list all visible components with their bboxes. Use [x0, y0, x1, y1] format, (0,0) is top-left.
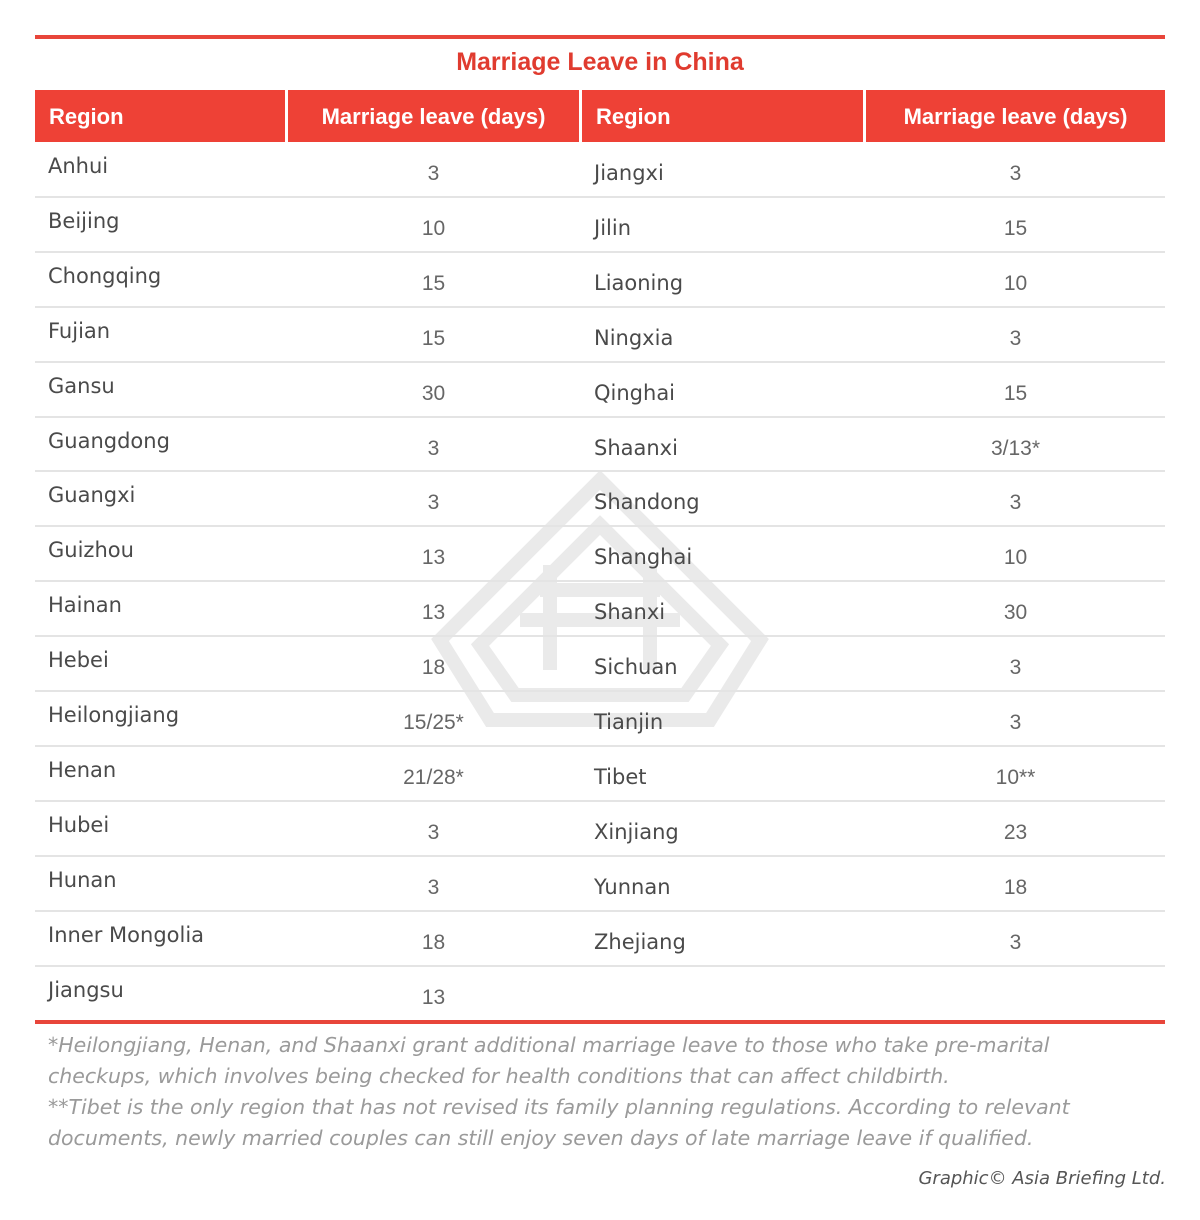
- table-row: [35, 252, 1165, 307]
- leave-days-cell: 3: [1009, 162, 1022, 185]
- region-cell: Shanghai: [594, 545, 693, 570]
- leave-days-cell: 3: [1009, 930, 1022, 954]
- region-cell: Liaoning: [594, 270, 684, 295]
- region-cell: Hainan: [48, 593, 122, 618]
- region-cell: Tianjin: [594, 710, 664, 734]
- leave-days-cell: 15/25*: [403, 711, 464, 734]
- leave-days-cell: 13: [421, 546, 446, 570]
- region-cell: Yunnan: [594, 874, 671, 899]
- leave-days-cell: 3: [1009, 711, 1022, 734]
- region-cell: Guangxi: [48, 483, 136, 508]
- leave-days-cell: 15: [421, 271, 446, 295]
- leave-days-cell: 10: [1003, 271, 1028, 295]
- credit: Graphic© Asia Briefing Ltd.: [918, 1168, 1166, 1189]
- footnote-2: **Tibet is the only region that has not revised its family planning regulations. According to relevant documents, newly married couples can still enjoy seven days of late marriage leave if qualified.: [48, 1095, 1070, 1150]
- leave-days-cell: 15: [421, 326, 446, 350]
- region-cell: Gansu: [48, 373, 115, 398]
- header-region-right: Region: [582, 90, 863, 142]
- table-row: [35, 691, 1165, 746]
- region-cell: Tibet: [594, 764, 647, 789]
- leave-days-cell: 13: [421, 985, 446, 1009]
- table-row: [35, 197, 1165, 252]
- header-leave-right: Marriage leave (days): [866, 90, 1165, 142]
- region-cell: Guizhou: [48, 538, 134, 563]
- leave-days-cell: 10: [421, 216, 446, 240]
- leave-days-cell: 23: [1003, 820, 1028, 844]
- region-cell: Henan: [48, 757, 117, 782]
- table-row: [35, 581, 1165, 636]
- region-cell: Beijing: [48, 208, 120, 233]
- leave-days-cell: 15: [1003, 381, 1028, 405]
- leave-days-cell: 18: [421, 930, 446, 954]
- header-leave-left: Marriage leave (days): [288, 90, 579, 142]
- leave-days-cell: 15: [1003, 216, 1028, 240]
- table-row: [35, 636, 1165, 691]
- leave-days-cell: 3: [1009, 326, 1022, 350]
- region-cell: Anhui: [48, 154, 109, 178]
- region-cell: Shanxi: [594, 600, 666, 625]
- leave-days-cell: 3: [427, 491, 440, 515]
- table-row: [35, 307, 1165, 362]
- leave-days-cell: 10: [1003, 546, 1028, 570]
- region-cell: Hunan: [48, 867, 117, 892]
- footnotes: [48, 1030, 1128, 1154]
- leave-days-cell: 3: [427, 436, 440, 460]
- page-title: Marriage Leave in China: [456, 48, 744, 76]
- top-rule: [35, 35, 1165, 39]
- region-cell: Shaanxi: [594, 435, 678, 460]
- region-cell: Hubei: [48, 812, 110, 837]
- table-row: [35, 526, 1165, 581]
- table-row: [35, 856, 1165, 911]
- region-cell: Zhejiang: [594, 929, 686, 954]
- region-cell: Fujian: [48, 318, 111, 343]
- leave-days-cell: 30: [1003, 601, 1028, 625]
- table-row: [35, 966, 1165, 1021]
- region-cell: Jilin: [594, 215, 632, 240]
- leave-days-cell: 3: [427, 162, 440, 185]
- leave-days-cell: 3: [1009, 491, 1022, 515]
- region-cell: Hebei: [48, 648, 109, 673]
- bottom-rule: [35, 1020, 1165, 1024]
- table-row: [35, 142, 1165, 197]
- leave-days-cell: 3: [1009, 656, 1022, 680]
- table-row: [35, 911, 1165, 966]
- leave-days-cell: 18: [421, 656, 446, 680]
- region-cell: Shandong: [594, 490, 700, 515]
- leave-days-cell: 3: [427, 820, 440, 844]
- region-cell: Jiangxi: [594, 161, 664, 185]
- footnote-1: *Heilongjiang, Henan, and Shaanxi grant additional marriage leave to those who take pre-marital checkups, which involves being checked for health conditions that can affect childbirth.: [48, 1033, 1050, 1088]
- region-cell: Xinjiang: [594, 819, 679, 844]
- region-cell: Chongqing: [48, 263, 162, 288]
- region-cell: Jiangsu: [48, 977, 124, 1002]
- leave-days-cell: 30: [421, 381, 446, 405]
- leave-days-cell: 18: [1003, 875, 1028, 899]
- region-cell: Sichuan: [594, 655, 678, 680]
- region-cell: Inner Mongolia: [48, 922, 205, 947]
- table-row: [35, 362, 1165, 417]
- table-row: [35, 746, 1165, 801]
- table-row: [35, 801, 1165, 856]
- region-cell: Heilongjiang: [48, 703, 180, 727]
- leave-days-cell: 13: [421, 601, 446, 625]
- leave-days-cell: 21/28*: [403, 765, 464, 789]
- leave-days-cell: 3/13*: [990, 436, 1041, 460]
- table-row: [35, 471, 1165, 526]
- leave-days-cell: 3: [427, 875, 440, 899]
- region-cell: Ningxia: [594, 325, 674, 350]
- table-row: [35, 417, 1165, 472]
- region-cell: Qinghai: [594, 380, 676, 405]
- leave-days-cell: 10**: [995, 765, 1036, 789]
- region-cell: Guangdong: [48, 428, 170, 453]
- header-region-left: Region: [35, 90, 285, 142]
